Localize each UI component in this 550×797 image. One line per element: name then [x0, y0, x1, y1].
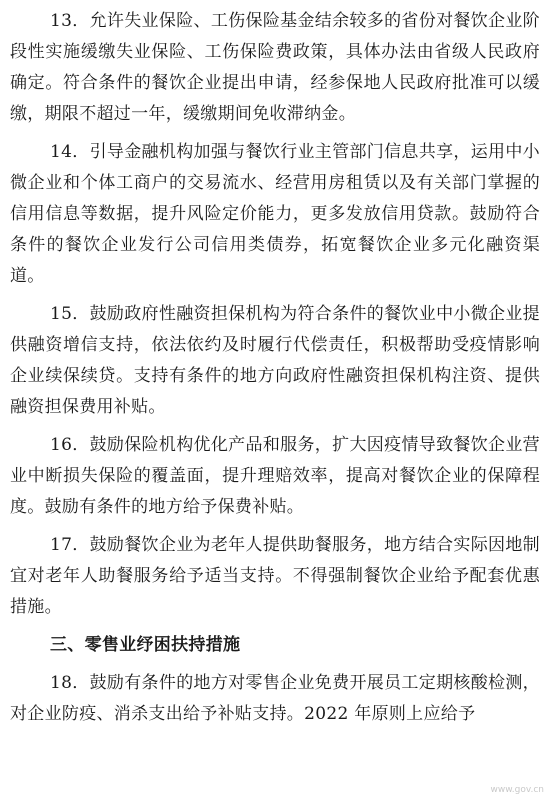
paragraph-14: 14．引导金融机构加强与餐饮行业主管部门信息共享，运用中小微企业和个体工商户的交易流水、经营用房租赁以及有关部门掌握的信用信息等数据，提升风险定价能力，更多发放信用贷款。鼓励符合条件的餐饮企业发行公司信用类债券，拓宽餐饮企业多元化融资渠道。: [10, 142, 540, 286]
paragraph-17: 17．鼓励餐饮企业为老年人提供助餐服务，地方结合实际因地制宜对老年人助餐服务给予适当支持。不得强制餐饮企业给予配套优惠措施。: [10, 535, 540, 617]
watermark: www.gov.cn: [490, 785, 544, 795]
paragraph-18: 18．鼓励有条件的地方对零售企业免费开展员工定期核酸检测，对企业防疫、消杀支出给予补贴支持。2022 年原则上应给予: [10, 673, 540, 724]
paragraph-15: 15．鼓励政府性融资担保机构为符合条件的餐饮业中小微企业提供融资增信支持，依法依约及时履行代偿责任，积极帮助受疫情影响企业续保续贷。支持有条件的地方向政府性融资担保机构注资、提供融资担保费用补贴。: [10, 304, 540, 417]
section-heading-retail: 三、零售业纾困扶持措施: [50, 635, 241, 655]
paragraph-16: 16．鼓励保险机构优化产品和服务，扩大因疫情导致餐饮企业营业中断损失保险的覆盖面，提升理赔效率，提高对餐饮企业的保障程度。鼓励有条件的地方给予保费补贴。: [10, 435, 540, 517]
document-page: [10, 6, 540, 737]
paragraph-13: 13．允许失业保险、工伤保险基金结余较多的省份对餐饮企业阶段性实施缓缴失业保险、工伤保险费政策，具体办法由省级人民政府确定。符合条件的餐饮企业提出申请，经参保地人民政府批准可以缓缴，期限不超过一年，缓缴期间免收滞纳金。: [10, 11, 540, 124]
